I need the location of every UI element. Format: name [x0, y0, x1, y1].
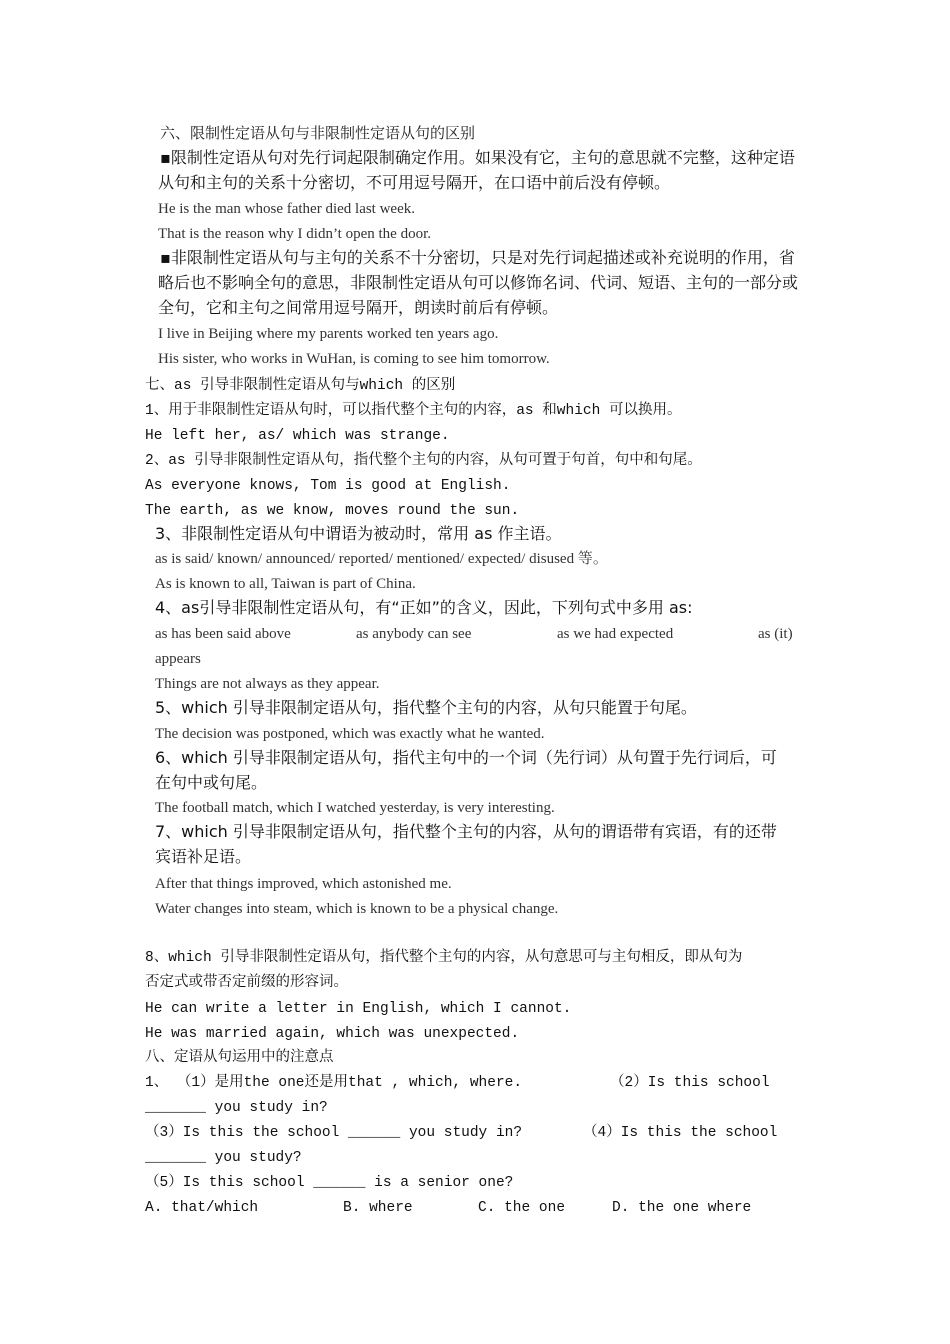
section-7-rule-1: 1、用于非限制性定语从句时，可以指代整个主句的内容，as 和which 可以换用。	[145, 403, 682, 419]
section-8-question-3: （3）Is this the school ______ you study in?	[145, 1125, 523, 1141]
section-6-para1-line1: ▪限制性定语从句对先行词起限制确定作用。如果没有它，主句的意思就不完整，这种定语	[160, 148, 795, 167]
section-7-rule-4-phrase-d-cont: appears	[155, 651, 201, 667]
section-7-rule-8-line2: 否定式或带否定前缀的形容词。	[145, 975, 348, 991]
section-6-example-1: He is the man whose father died last week.	[158, 201, 415, 217]
section-8-option-b: B. where	[343, 1200, 413, 1216]
section-6-para2-line2: 略后也不影响全句的意思，非限制性定语从句可以修饰名词、代词、短语、主句的一部分或	[158, 273, 799, 292]
section-7-rule-6-line2: 在句中或句尾。	[155, 773, 268, 792]
section-6-para2-line3: 全句，它和主句之间常用逗号隔开，朗读时前后有停顿。	[158, 298, 559, 317]
section-7-rule-3: 3、非限制性定语从句中谓语为被动时，常用 as 作主语。	[155, 524, 562, 543]
section-6-example-2: That is the reason why I didn’t open the door.	[158, 226, 432, 242]
section-7-rule-8-example-2: He was married again, which was unexpected.	[145, 1026, 520, 1042]
section-7-rule-5-example: The decision was postponed, which was exactly what he wanted.	[155, 726, 545, 742]
section-6-example-4: His sister, who works in WuHan, is coming to see him tomorrow.	[158, 351, 550, 367]
section-8-option-a: A. that/which	[145, 1200, 259, 1216]
section-8-question-5: （5）Is this school ______ is a senior one?	[145, 1175, 514, 1191]
section-7-rule-8-line1: 8、which 引导非限制性定语从句，指代整个主句的内容，从句意思可与主句相反，即从句为	[145, 950, 743, 966]
section-7-rule-1-example: He left her, as/ which was strange.	[145, 428, 450, 444]
section-6-para1-line2: 从句和主句的关系十分密切，不可用逗号隔开，在口语中前后没有停顿。	[158, 173, 671, 192]
section-7-rule-3-example: As is known to all, Taiwan is part of China.	[155, 576, 416, 592]
section-7-rule-5: 5、which 引导非限制定语从句，指代整个主句的内容，从句只能置于句尾。	[155, 698, 697, 717]
section-7-rule-8-example-1: He can write a letter in English, which I cannot.	[145, 1001, 572, 1017]
section-7-rule-4-phrase-a: as has been said above	[155, 626, 291, 642]
section-7-rule-2-example-2: The earth, as we know, moves round the sun.	[145, 503, 520, 519]
section-7-rule-4-phrase-c: as we had expected	[557, 626, 674, 642]
section-7-rule-4-phrase-d: as (it)	[758, 626, 793, 642]
section-7-rule-2: 2、as 引导非限制性定语从句，指代整个主句的内容，从句可置于句首，句中和句尾。	[145, 453, 702, 469]
section-7-rule-7-example-2: Water changes into steam, which is known to be a physical change.	[155, 901, 559, 917]
section-7-rule-4: 4、as引导非限制性定语从句，有“正如”的含义，因此，下列句式中多用 as:	[155, 598, 693, 617]
section-7-rule-4-phrase-b: as anybody can see	[356, 626, 472, 642]
section-7-rule-4-example: Things are not always as they appear.	[155, 676, 380, 692]
section-6-example-3: I live in Beijing where my parents worked ten years ago.	[158, 326, 499, 342]
section-6-para2-line1: ▪非限制性定语从句与主句的关系不十分密切，只是对先行词起描述或补充说明的作用，省	[160, 248, 795, 267]
section-7-rule-2-example-1: As everyone knows, Tom is good at English.	[145, 478, 511, 494]
section-8-option-c: C. the one	[478, 1200, 566, 1216]
section-7-rule-3-list: as is said/ known/ announced/ reported/ mentioned/ expected/ disused 等。	[155, 551, 608, 567]
section-7-title: 七、as 引导非限制性定语从句与which 的区别	[145, 378, 456, 394]
section-7-rule-6-example: The football match, which I watched yesterday, is very interesting.	[155, 800, 555, 816]
section-7-rule-6-line1: 6、which 引导非限制定语从句，指代主句中的一个词（先行词）从句置于先行词后，可	[155, 748, 777, 767]
section-6-title: 六、限制性定语从句与非限制性定语从句的区别	[160, 124, 476, 142]
section-8-question-2-cont: _______ you study in?	[145, 1100, 328, 1116]
section-8-question-4-cont: _______ you study?	[145, 1150, 302, 1166]
section-7-rule-7-line2: 宾语补足语。	[155, 847, 252, 866]
section-8-option-d: D. the one where	[612, 1200, 752, 1216]
section-8-question-4: （4）Is this the school	[583, 1125, 778, 1141]
section-7-rule-7-line1: 7、which 引导非限制定语从句，指代整个主句的内容，从句的谓语带有宾语，有的还带	[155, 822, 777, 841]
section-8-question-2: （2）Is this school	[610, 1075, 770, 1091]
section-8-title: 八、定语从句运用中的注意点	[145, 1050, 334, 1066]
section-7-rule-7-example-1: After that things improved, which astonished me.	[155, 876, 452, 892]
section-8-question-1: 1、 （1）是用the one还是用that , which, where.	[145, 1075, 523, 1091]
